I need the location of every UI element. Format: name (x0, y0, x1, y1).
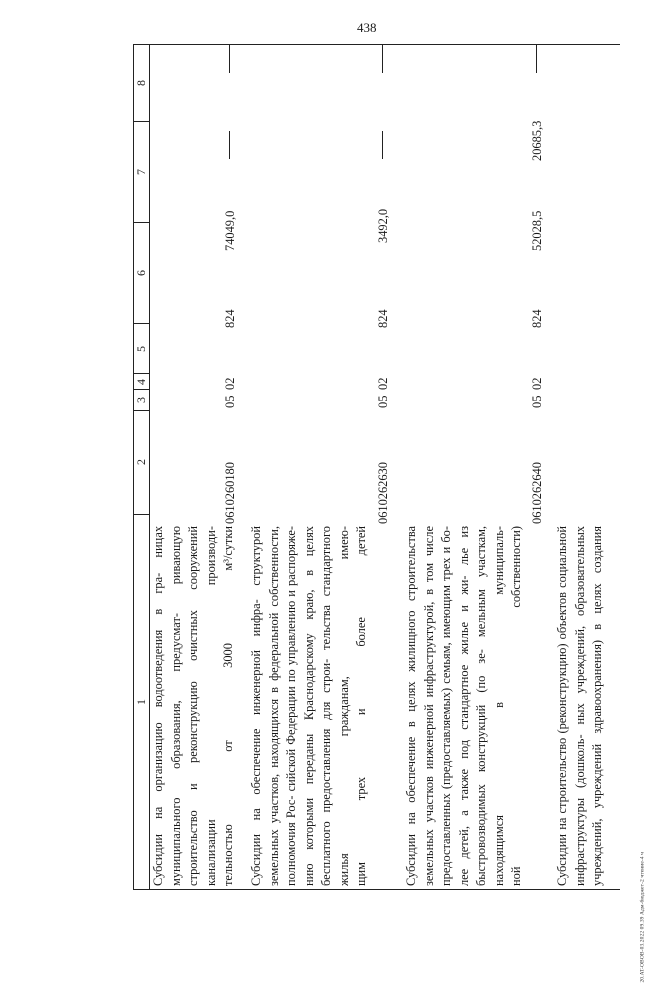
col-sep-6-7 (133, 222, 150, 223)
header-col-6: 6 (134, 270, 148, 276)
row-3-col5: 824 (530, 309, 544, 328)
row-2-col8-dash (382, 45, 383, 73)
header-col-5: 5 (134, 346, 148, 352)
row-2-code: 0610262630 (376, 462, 390, 524)
table-row-3-description: Субсидии на обеспечение в целях жилищного строительства земельных участков инженерной инфраструктурой, в том числе предоставленных (предоставляемых) семьям, имеющим трех и бо- лее детей, а также под стандартное жилье и жи- лье из быстровозводимых конструкций (по зе- мельным участкам, находящимся в муниципаль- ной собственности) (404, 525, 523, 886)
header-col-2: 2 (134, 459, 148, 465)
row-3-col8-dash (536, 45, 537, 73)
budget-table (120, 44, 620, 896)
row-1-code: 0610260180 (223, 462, 237, 524)
row-3-code: 0610262640 (530, 462, 544, 524)
header-col-7: 7 (134, 169, 148, 175)
row-2-col5: 824 (376, 309, 390, 328)
header-col-3: 3 (134, 397, 148, 403)
row-1-col4: 02 (223, 377, 237, 390)
row-2-col3: 05 (376, 395, 390, 408)
header-col-4: 4 (134, 379, 148, 385)
row-1-col8-dash (229, 45, 230, 73)
row-2-col6: 3492,0 (376, 208, 390, 243)
col-sep-7-8 (133, 121, 150, 122)
col-sep-5-6 (133, 323, 150, 324)
row-3-col3: 05 (530, 395, 544, 408)
row-2-col7-dash (382, 131, 383, 159)
table-row-1-description: Субсидии на организацию водоотведения в гра- ницах муниципального образования, предусмат- ривающую строительство и реконструкцию очистных сооружений канализации производи- тельностью от 3000 м³/сутки (151, 525, 235, 886)
table-right-border (133, 44, 620, 45)
table-row-4-description: Субсидии на строительство (реконструкцию) объектов социальной инфраструктуры (дошколь- ных учреждений, образовательных учреждений, учреждений здравоохранения) в целях создания (555, 526, 604, 886)
col-sep-1-2 (133, 514, 150, 515)
row-1-col7-dash (229, 131, 230, 159)
row-3-col6: 52028,5 (530, 210, 544, 251)
row-1-col3: 05 (223, 395, 237, 408)
page-number: 438 (357, 20, 377, 35)
header-col-8: 8 (134, 80, 148, 86)
row-2-col4: 02 (376, 377, 390, 390)
table-row-2-description: Субсидии на обеспечение инженерной инфра- структурой земельных участков, находящихся в федеральной собственности, полномочия Рос- сийской Федерации по управлению и распоряже- нию которыми переданы Краснодарскому краю, в целях бесплатного предоставления для строи- тельства стандартного жилья гражданам, имею- щим трех и более детей (249, 526, 368, 886)
footer-code: 20.AT-OBOB-03.2022 09.39 Адм-бюджет-2 чтение-4 ч (640, 852, 646, 983)
table-left-border (133, 889, 620, 890)
row-3-col7: 20685,3 (530, 120, 544, 161)
row-1-col5: 824 (223, 309, 237, 328)
row-3-col4: 02 (530, 377, 544, 390)
header-col-1: 1 (134, 699, 148, 705)
row-1-col6: 74049,0 (223, 210, 237, 251)
